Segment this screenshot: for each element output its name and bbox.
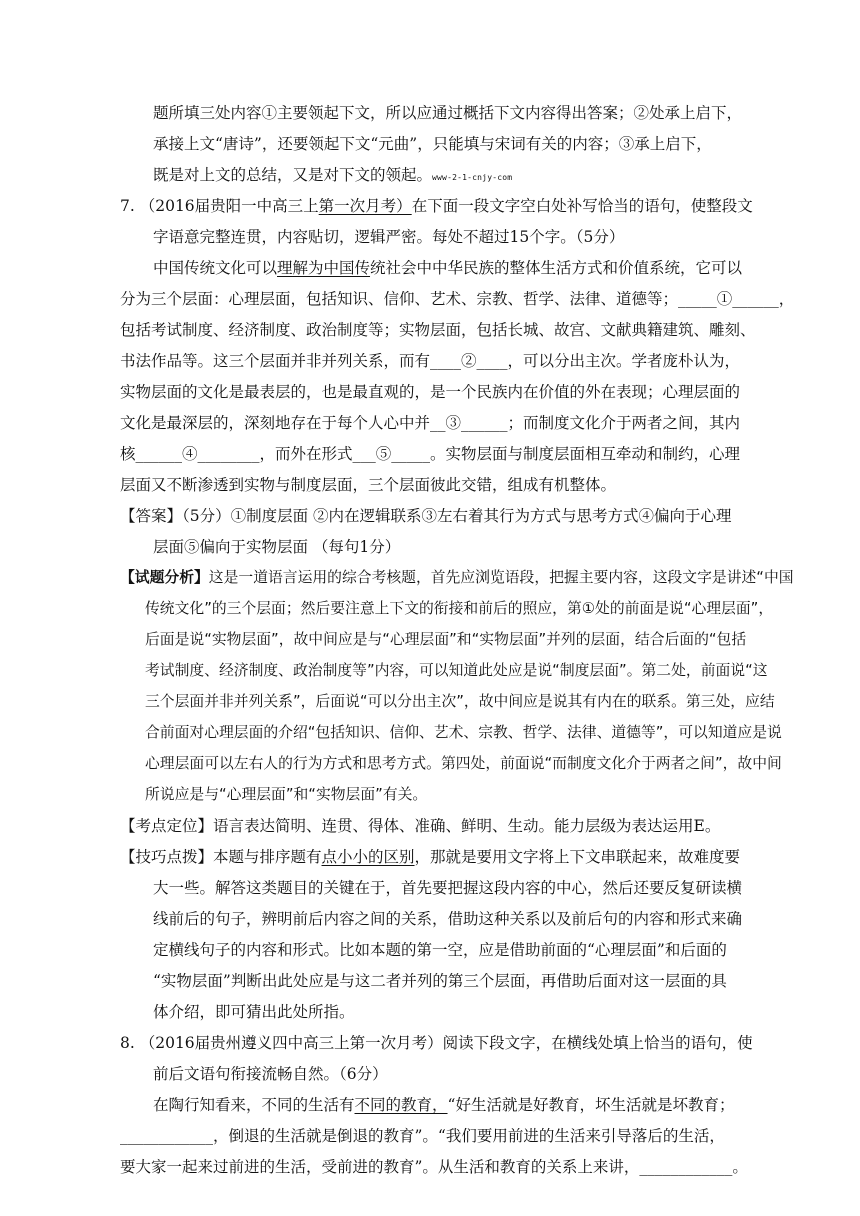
passage-line: 层面又不断渗透到实物与制度层面，三个层面彼此交错，组成有机整体。 [120,476,617,494]
text-line: 字语意完整连贯，内容贴切，逻辑严密。每处不超过15个字。（5分） [153,228,625,246]
analysis-line: 三个层面并非并列关系”，后面说“可以分出主次”，故中间应是说其有内在的联系。第三处，应结 [145,693,775,710]
underlined-text: 点小小的区别 [321,848,415,866]
tip-line: 体介绍，即可猜出此处所指。 [153,1003,355,1021]
passage-line: 书法作品等。这三个层面并非并列关系，而有____②____，可以分出主次。学者庞朴认为， [120,352,741,370]
answer-line: 【答案】（5分）①制度层面 ②内在逻辑联系③左右着其行为方式与思考方式④偏向于心理 [120,507,732,525]
analysis-line: 所说应是与“心理层面”和“实物层面”有关。 [145,786,428,803]
text-segment: “好生活就是好教育，坏生活就是坏教育； [447,1096,735,1114]
analysis-line: 后面是说“实物层面”，故中间应是与“心理层面”和“实物层面”并列的层面，结合后面的“包括 [145,631,747,648]
text-segment: 这是一道语言运用的综合考核题，首先应浏览语段，把握主要内容，这段文字是讲述“中国 [208,569,794,586]
tip-line: “实物层面”判断出此处应是与这二者并列的第三个层面，再借助后面对这一层面的具 [153,972,727,990]
passage-line: ____________，倒退的生活就是倒退的教育”。“我们要用前进的生活来引导落后的生活， [120,1127,725,1145]
underlined-text: 第一次月考） [318,197,412,215]
analysis-line: 考试制度、经济制度、政治制度等”内容，可以知道此处应是说“制度层面”。第二处，前面说“这 [145,662,768,679]
passage-line: 文化是最深层的，深刻地存在于每个人心中并__③______；而制度文化介于两者之间，其内 [120,414,741,432]
passage-line: 实物层面的文化是最表层的，也是最直观的，是一个民族内在价值的外在表现；心理层面的 [120,383,741,401]
text-segment: 7. （2016届贵阳一中高三上 [120,197,319,215]
passage-line: 分为三个层面：心理层面，包括知识、信仰、艺术、宗教、哲学、法律、道德等；_____①______， [120,290,795,308]
watermark-text: www-2-1-cnjy-com [432,173,513,182]
tip-line: 线前后的句子，辨明前后内容之间的关系，借助这种关系以及前后句的内容和形式来确 [153,910,743,928]
text-segment: 在陶行知看来，不同的生活有 [153,1096,355,1114]
text-line: 题所填三处内容①主要领起下文，所以应通过概括下文内容得出答案；②处承上启下， [153,104,743,122]
text-segment: 既是对上文的总结，又是对下文的领起。 [153,166,433,184]
text-line: 承接上文“唐诗”，还要领起下文“元曲”，只能填与宋词有关的内容；③承上启下， [153,135,712,153]
question-7-line [120,196,753,216]
analysis-line: 合前面对心理层面的介绍“包括知识、信仰、艺术、宗教、哲学、法律、道德等”，可以知道应是说 [145,724,782,741]
underlined-text: 不同的教育， [354,1096,448,1114]
answer-line: 层面⑤偏向于实物层面 （每句1分） [153,538,401,556]
analysis-line [120,568,794,588]
analysis-line: 心理层面可以左右人的行为方式和思考方式。第四处，前面说“而制度文化介于两者之间”，故中间 [145,755,782,772]
tip-line: 大一些。解答这类题目的关键在于，首先要把握这段内容的中心，然后还要反复研读横 [153,879,743,897]
passage-line: 要大家一起来过前进的生活，受前进的教育”。从生活和教育的关系上来讲，____________。 [120,1158,748,1176]
text-segment: 统社会中中华民族的整体生活方式和价值系统，它可以 [370,259,743,277]
text-segment: 【技巧点拨】本题与排序题有 [120,848,322,866]
tip-line: 定横线句子的内容和形式。比如本题的第一空，应是借助前面的“心理层面”和后面的 [153,941,727,959]
analysis-heading: 【试题分析】 [120,569,209,586]
text-segment: ，那就是要用文字将上下文串联起来，故难度要 [414,848,741,866]
passage-line [153,258,742,278]
passage-line [153,1095,734,1115]
passage-line: 包括考试制度、经济制度、政治制度等；实物层面，包括长城、故宫、文献典籍建筑、雕刻、 [120,321,756,339]
text-segment: 在下面一段文字空白处补写恰当的语句，使整段文 [411,197,753,215]
passage-line: 核______④________，而外在形式___⑤_____。实物层面与制度层面相互牵动和制约，心理 [120,445,741,463]
underlined-text: 理解为中国传 [277,259,371,277]
text-line [153,165,512,188]
key-point-line: 【考点定位】语言表达简明、连贯、得体、准确、鲜明、生动。能力层级为表达运用E。 [120,817,721,835]
tip-line [120,847,740,867]
analysis-line: 传统文化”的三个层面；然后要注意上下文的衔接和前后的照应，第①处的前面是说“心理层面”， [145,600,774,617]
question-8-line: 8. （2016届贵州遵义四中高三上第一次月考）阅读下段文字，在横线处填上恰当的语句，使 [120,1034,753,1052]
text-segment: 中国传统文化可以 [153,259,278,277]
text-line: 前后文语句衔接流畅自然。（6分） [153,1065,388,1083]
